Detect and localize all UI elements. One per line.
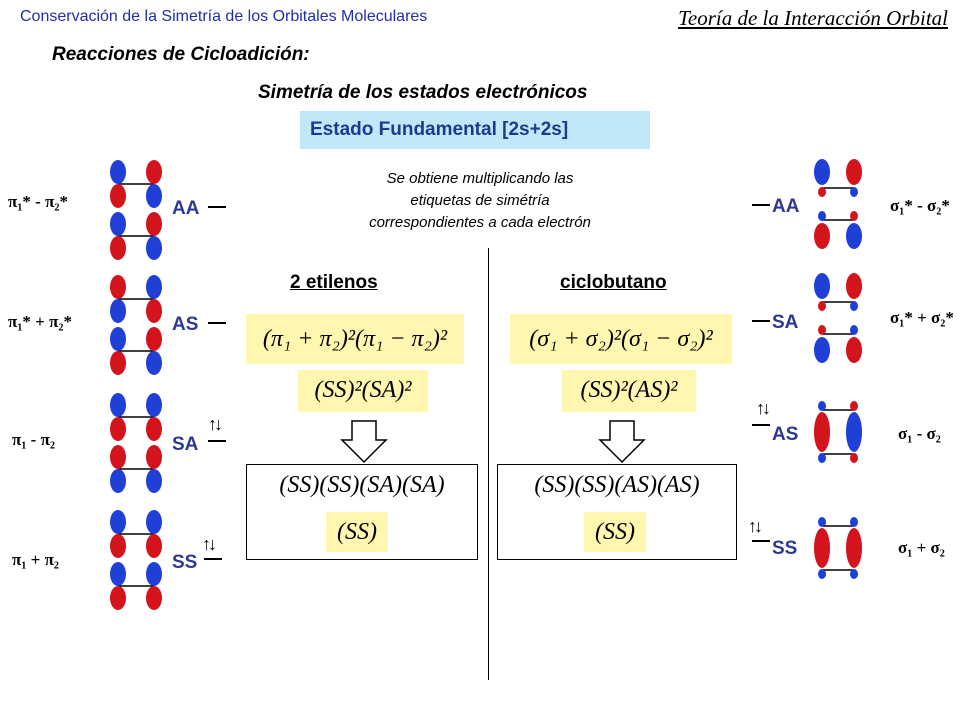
orbital-diagram-pi-as [104,275,170,375]
note-line-1: Se obtiene multiplicando las [386,170,574,187]
left-mo-label-4: π₁ + π₂ [12,550,60,569]
orbital-diagram-pi-ss [104,510,170,610]
right-occupancy-3: ↑↓ [756,398,768,418]
right-level-line-3 [752,424,770,426]
right-sym-label-3: AS [772,424,799,445]
left-level-line-3 [208,440,226,442]
right-mo-label-2: σ₁* + σ₂* [890,308,954,327]
formula-cyclobutane-product-text: (σ₁ + σ₂)²(σ₁ − σ₂)² [529,326,713,352]
right-level-line-2 [752,320,770,322]
right-sym-label-2: SA [772,312,799,333]
state-label: Estado Fundamental [2s+2s] [300,111,650,149]
orbital-diagram-pi-sa [104,393,170,493]
left-mo-label-2: π₁* + π₂* [8,312,73,331]
left-sym-label-3: SA [172,434,199,455]
right-occupancy-4: ↑↓ [748,516,760,536]
expanded-product-ethylenes: (SS)(SS)(SA)(SA) [279,472,445,498]
orbital-diagram-sigma-sa [808,270,868,364]
column-heading-cyclobutane: ciclobutano [560,272,667,293]
formula-ethylene-symmetry-text: (SS)²(SA)² [314,377,412,403]
formula-cyclobutane-product [510,314,732,364]
result-symmetry-ethylenes: (SS) [326,512,388,552]
subtitle: Simetría de los estados electrónicos [258,82,588,103]
right-mo-label-4: σ₁ + σ₂ [898,538,945,557]
right-level-line-4 [752,540,770,542]
result-symmetry-cyclobutane: (SS) [584,512,646,552]
header-left-title: Conservación de la Simetría de los Orbitales Moleculares [20,8,428,25]
formula-ethylene-product [246,314,464,364]
formula-cyclobutane-symmetry [562,370,696,412]
header-right-title: Teoría de la Interacción Orbital [678,6,948,30]
orbital-diagram-sigma-ss [808,514,868,584]
left-mo-label-3: π₁ - π₂ [12,430,55,449]
right-sym-label-4: SS [772,538,798,559]
left-level-line-1 [208,206,226,208]
center-divider [488,248,489,680]
note-line-2: etiquetas de simétría [410,192,550,209]
formula-cyclobutane-symmetry-text: (SS)²(AS)² [580,377,678,403]
left-sym-label-1: AA [172,198,200,219]
orbital-diagram-pi-aa [104,160,170,260]
left-level-line-2 [208,322,226,324]
down-arrow-icon-right [598,420,646,464]
note-line-3: correspondientes a cada electrón [369,214,591,231]
left-sym-label-2: AS [172,314,199,335]
right-level-line-1 [752,204,770,206]
left-sym-label-4: SS [172,552,198,573]
left-occupancy-3: ↑↓ [208,414,220,434]
right-sym-label-1: AA [772,196,800,217]
left-occupancy-4: ↑↓ [202,534,214,554]
expanded-product-cyclobutane: (SS)(SS)(AS)(AS) [534,472,700,498]
column-heading-ethylenes: 2 etilenos [290,272,378,293]
orbital-diagram-sigma-aa [808,156,868,250]
note [325,168,635,234]
right-mo-label-1: σ₁* - σ₂* [890,196,950,215]
left-mo-label-1: π₁* - π₂* [8,192,68,211]
formula-ethylene-product-text: (π₁ + π₂)²(π₁ − π₂)² [262,326,448,352]
section-title: Reacciones de Cicloadición: [52,44,310,65]
formula-ethylene-symmetry [298,370,428,412]
down-arrow-icon-left [340,420,388,464]
right-mo-label-3: σ₁ - σ₂ [898,424,941,443]
orbital-diagram-sigma-as [808,398,868,468]
left-level-line-4 [204,558,222,560]
